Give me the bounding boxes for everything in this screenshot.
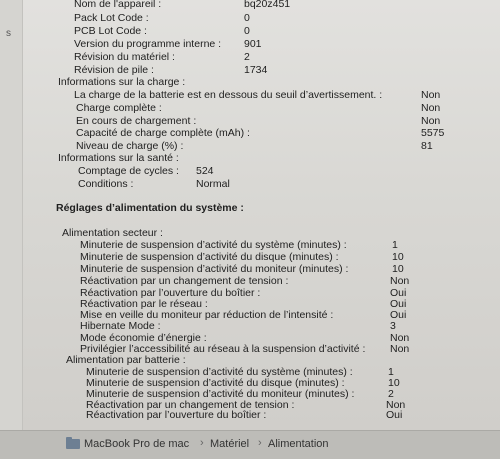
value-firmware: 901 bbox=[244, 38, 262, 50]
label-cell-rev: Révision de pile : bbox=[74, 64, 154, 76]
bat-value-wake-power-change: Non bbox=[386, 399, 406, 411]
value-device-name: bq20z451 bbox=[244, 0, 291, 10]
label-hardware-rev: Révision du matériel : bbox=[74, 51, 175, 63]
computer-icon bbox=[66, 439, 80, 449]
bat-label-wake-power-change: Réactivation par un changement de tension : bbox=[86, 399, 295, 411]
ac-value-disk-sleep: 10 bbox=[392, 251, 404, 263]
ac-label-display-sleep: Minuterie de suspension d’activité du moniteur (minutes) : bbox=[80, 263, 349, 275]
charge-info-heading: Informations sur la charge : bbox=[58, 76, 186, 88]
ac-label-disk-sleep: Minuterie de suspension d’activité du disque (minutes) : bbox=[80, 251, 339, 263]
chevron-right-icon: › bbox=[258, 437, 262, 449]
ac-label-hibernate: Hibernate Mode : bbox=[80, 320, 161, 332]
bat-value-wake-lid: Oui bbox=[386, 409, 403, 421]
label-below-warning: La charge de la batterie est en dessous du seuil d’avertissement. : bbox=[74, 89, 383, 101]
bat-label-disk-sleep: Minuterie de suspension d’activité du disque (minutes) : bbox=[86, 377, 345, 389]
label-device-name: Nom de l'appareil : bbox=[74, 0, 162, 10]
value-charge-level: 81 bbox=[421, 140, 433, 152]
value-pcb-lot: 0 bbox=[244, 25, 250, 37]
breadcrumb-item-computer[interactable]: MacBook Pro de mac bbox=[84, 438, 190, 450]
sidebar-glyph: s bbox=[6, 28, 11, 39]
ac-label-system-sleep: Minuterie de suspension d’activité du système (minutes) : bbox=[80, 239, 347, 251]
ac-value-display-dim: Oui bbox=[390, 309, 407, 321]
ac-label-wake-network: Réactivation par le réseau : bbox=[80, 298, 208, 310]
ac-value-prioritize-network: Non bbox=[390, 343, 410, 355]
chevron-right-icon: › bbox=[200, 437, 204, 449]
ac-label-prioritize-network: Privilégier l’accessibilité au réseau à la suspension d’activité : bbox=[80, 343, 366, 355]
ac-label-low-power: Mode économie d’énergie : bbox=[80, 332, 207, 344]
value-full-capacity: 5575 bbox=[421, 127, 445, 139]
ac-value-low-power: Non bbox=[390, 332, 410, 344]
bat-value-disk-sleep: 10 bbox=[388, 377, 400, 389]
ac-value-wake-network: Oui bbox=[390, 298, 407, 310]
ac-value-display-sleep: 10 bbox=[392, 263, 404, 275]
breadcrumb-item-hardware[interactable]: Matériel bbox=[210, 438, 250, 450]
value-condition: Normal bbox=[196, 178, 230, 190]
label-pack-lot: Pack Lot Code : bbox=[74, 12, 149, 24]
value-charging: Non bbox=[421, 115, 441, 127]
value-hardware-rev: 2 bbox=[244, 51, 250, 63]
ac-value-wake-lid: Oui bbox=[390, 287, 407, 299]
ac-label-display-dim: Mise en veille du moniteur par réduction de l’intensité : bbox=[80, 309, 334, 321]
breadcrumb bbox=[0, 430, 500, 459]
ac-label-wake-lid: Réactivation par l’ouverture du boîtier : bbox=[80, 287, 261, 299]
value-cell-rev: 1734 bbox=[244, 64, 268, 76]
ac-value-wake-power-change: Non bbox=[390, 275, 410, 287]
ac-power-heading: Alimentation secteur : bbox=[62, 227, 163, 239]
label-pcb-lot: PCB Lot Code : bbox=[74, 25, 147, 37]
value-fully-charged: Non bbox=[421, 102, 441, 114]
label-charge-level: Niveau de charge (%) : bbox=[76, 140, 184, 152]
label-condition: Conditions : bbox=[78, 178, 134, 190]
label-charging: En cours de chargement : bbox=[76, 115, 197, 127]
value-cycle-count: 524 bbox=[196, 165, 214, 177]
ac-value-hibernate: 3 bbox=[390, 320, 396, 332]
label-firmware: Version du programme interne : bbox=[74, 38, 222, 50]
ac-value-system-sleep: 1 bbox=[392, 239, 398, 251]
value-below-warning: Non bbox=[421, 89, 441, 101]
power-settings-title: Réglages d’alimentation du système : bbox=[56, 202, 244, 214]
value-pack-lot: 0 bbox=[244, 12, 250, 24]
label-cycle-count: Comptage de cycles : bbox=[78, 165, 179, 177]
bat-value-system-sleep: 1 bbox=[388, 366, 394, 378]
bat-value-display-sleep: 2 bbox=[388, 388, 394, 400]
bat-label-system-sleep: Minuterie de suspension d’activité du système (minutes) : bbox=[86, 366, 353, 378]
bat-label-wake-lid: Réactivation par l’ouverture du boîtier : bbox=[86, 409, 267, 421]
label-fully-charged: Charge complète : bbox=[76, 102, 162, 114]
battery-power-heading: Alimentation par batterie : bbox=[66, 354, 186, 366]
bat-label-display-sleep: Minuterie de suspension d’activité du moniteur (minutes) : bbox=[86, 388, 355, 400]
health-info-heading: Informations sur la santé : bbox=[58, 152, 179, 164]
breadcrumb-item-power[interactable]: Alimentation bbox=[268, 438, 329, 450]
ac-label-wake-power-change: Réactivation par un changement de tension : bbox=[80, 275, 289, 287]
label-full-capacity: Capacité de charge complète (mAh) : bbox=[76, 127, 250, 139]
sidebar-edge[interactable] bbox=[0, 0, 23, 430]
